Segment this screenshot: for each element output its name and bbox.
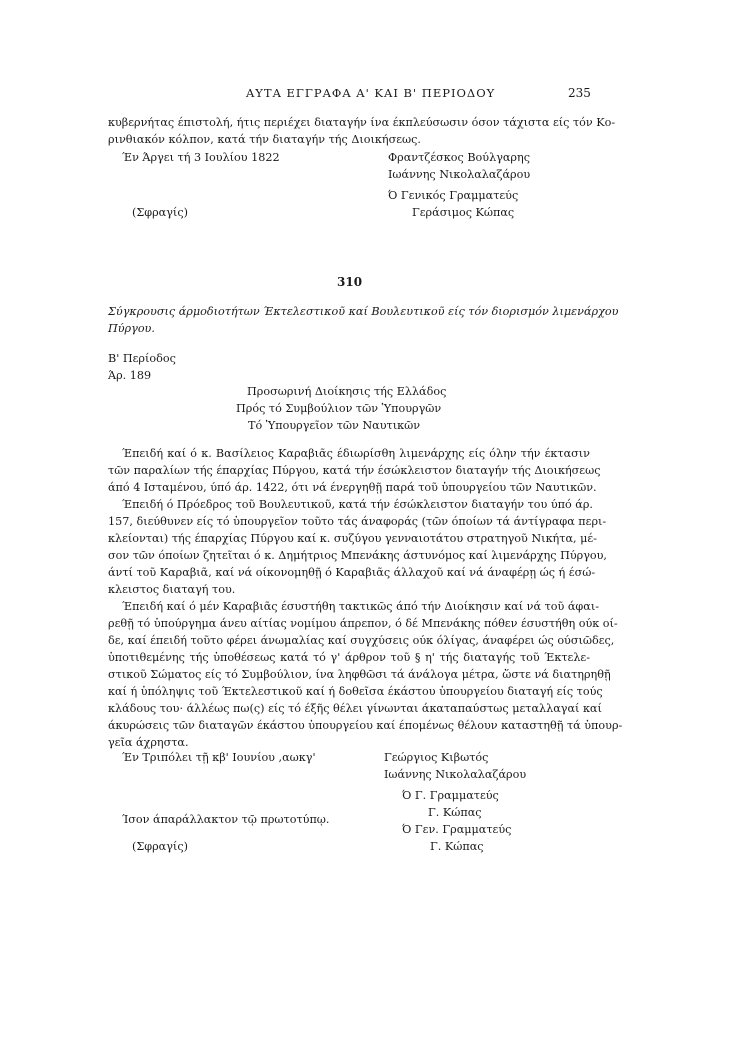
prev-doc-signer: Γεράσιμος Κώπας	[412, 206, 515, 219]
text-line: 157, διεύθυνεν είς τό ὑπουργεῖον τοῦτο τάς άναφοράς (τῶν όποίων τά άντίγραφα περι-	[108, 515, 607, 528]
period-label: Β' Περίοδος	[108, 352, 176, 365]
page-number: 235	[568, 86, 591, 100]
text-line: σον τῶν όποίων ζητεῖται ό κ. Δημήτριος Μπενάκης άστυνόμος καί λιμενάρχης Πύργου,	[108, 549, 607, 562]
text-line: στικοῦ Σώματος είς τό Συμβούλιον, ίνα ληφθῶσι τά άνάλογα μέτρα, ὥστε νά διατηρηθῇ	[108, 668, 611, 681]
prev-doc-place-date: Έν Άργει τή 3 Ιουλίου 1822	[122, 151, 280, 164]
summary-line: Σύγκρουσις άρμοδιοτήτων Έκτελεστικοῦ καί Βουλευτικοῦ είς τόν διορισμόν λιμενάρχου	[108, 305, 619, 318]
heading-line: Προσωρινή Διοίκησις τής Ελλάδος	[247, 385, 447, 398]
text-line: ὑποτιθεμένης τής ὑποθέσεως κατά τό γ' άρθρον τοῦ § η' τής διαταγής τοῦ Έκτελε-	[108, 651, 590, 664]
paragraph-1	[108, 445, 601, 496]
paragraph-2	[108, 496, 607, 598]
seal: (Σφραγίς)	[132, 840, 188, 853]
prev-doc-seal: (Σφραγίς)	[132, 206, 188, 219]
text-line: άπό 4 Ισταμένου, ύπό άρ. 1422, ότι νά ένεργηθῇ παρά τοῦ ὑπουργείου τῶν Ναυτικῶν.	[108, 481, 597, 494]
copy-signer: Ό Γεν. Γραμματεύς	[402, 823, 512, 836]
text-line: κλείονται) τής έπαρχίας Πύργου καί κ. συζύγου γενναιοτάτου στρατηγοῦ Νικήτα, μέ-	[108, 532, 597, 545]
text-line: Έπειδή καί ό μέν Καραβιᾶς έσυστήθη τακτικῶς άπό τήν Διοίκησιν καί νά τοῦ άφαι-	[122, 600, 599, 613]
text-line: καί ή ὑπόληψις τοῦ Έκτελεστικοῦ καί ή δοθεῖσα έκάστου ὑπουργείου διαταγή είς τούς	[108, 685, 603, 698]
signer: Γ. Κώπας	[428, 806, 482, 819]
text-line: ρεθῇ τό ὑπούργημα άνευ αίτίας νομίμου άπρεπον, ό δέ Μπενάκης πόθεν έσυστήθη ούκ οί-	[108, 617, 618, 630]
text-line: κλάδους του· άλλέως πω(ς) είς τό έξῆς θέλει γίνωνται άκαταπαύστως μεταλλαγαί καί	[108, 702, 602, 715]
text-line: κυβερνήτας έπιστολή, ήτις περιέχει διαταγήν ίνα έκπλεύσωσιν όσον τάχιστα είς τόν Κο-	[108, 116, 616, 129]
signer: Ό Γ. Γραμματεύς	[402, 789, 499, 802]
text-line: άντί τοῦ Καραβιᾶ, καί νά οίκονομηθῇ ό Καραβιᾶς άλλαχοῦ καί νά άναφέρῃ ώς ή έσώ-	[108, 566, 596, 579]
heading-line: Πρός τό Συμβούλιον τῶν Ὑπουργῶν	[236, 402, 442, 415]
prev-doc-signer: Ό Γενικός Γραμματεύς	[388, 189, 519, 202]
place-date: Έν Τριπόλει τῇ κβ' Ιουνίου ,αωκγ'	[122, 751, 316, 764]
document-summary	[108, 303, 619, 337]
copy-signer: Γ. Κώπας	[430, 840, 484, 853]
text-line: κλειστος διαταγή του.	[108, 583, 236, 596]
prev-doc-signer: Ιωάννης Νικολαλαζάρου	[388, 168, 531, 181]
running-title: ΑΥΤΑ ΕΓΓΡΑΦΑ Α' ΚΑΙ Β' ΠΕΡΙΟΔΟΥ	[246, 86, 496, 100]
prev-doc-text	[108, 114, 616, 148]
prev-doc-signer: Φραντζέσκος Βούλγαρης	[388, 151, 530, 164]
text-line: ρινθιακόν κόλπον, κατά τήν διαταγήν τής Διοικήσεως.	[108, 133, 421, 146]
reference-number: Άρ. 189	[108, 369, 152, 382]
text-line: τῶν παραλίων τής έπαρχίας Πύργου, κατά τήν έσώκλειστον διαταγήν τής Διοικήσεως	[108, 464, 601, 477]
signer: Γεώργιος Κιβωτός	[384, 751, 489, 764]
text-line: Έπειδή καί ό κ. Βασίλειος Καραβιᾶς έδιωρίσθη λιμενάρχης είς όλην τήν έκτασιν	[122, 447, 590, 460]
document-number: 310	[337, 275, 363, 289]
text-line: Έπειδή ό Πρόεδρος τοῦ Βουλευτικοῦ, κατά τήν έσώκλειστον διαταγήν του ύπό άρ.	[122, 498, 593, 511]
copy-certification: Ίσον άπαράλλακτον τῷ πρωτοτύπῳ.	[122, 813, 330, 826]
text-line: άκυρώσεις τῶν διαταγῶν έκάστου ὑπουργείου καί έπομένως θέλουν καταστηθῇ τά ὑπουρ-	[108, 719, 623, 732]
summary-line: Πύργου.	[108, 322, 155, 335]
heading-line: Τό Ὑπουργεῖον τῶν Ναυτικῶν	[248, 419, 421, 432]
signer: Ιωάννης Νικολαλαζάρου	[384, 768, 527, 781]
paragraph-3	[108, 598, 623, 751]
text-line: δε, καί έπειδή τοῦτο φέρει άνωμαλίας καί συγχύσεις ούκ όλίγας, άναφέρει ώς ούσιῶδες,	[108, 634, 615, 647]
text-line: γεῖα άχρηστα.	[108, 736, 189, 749]
